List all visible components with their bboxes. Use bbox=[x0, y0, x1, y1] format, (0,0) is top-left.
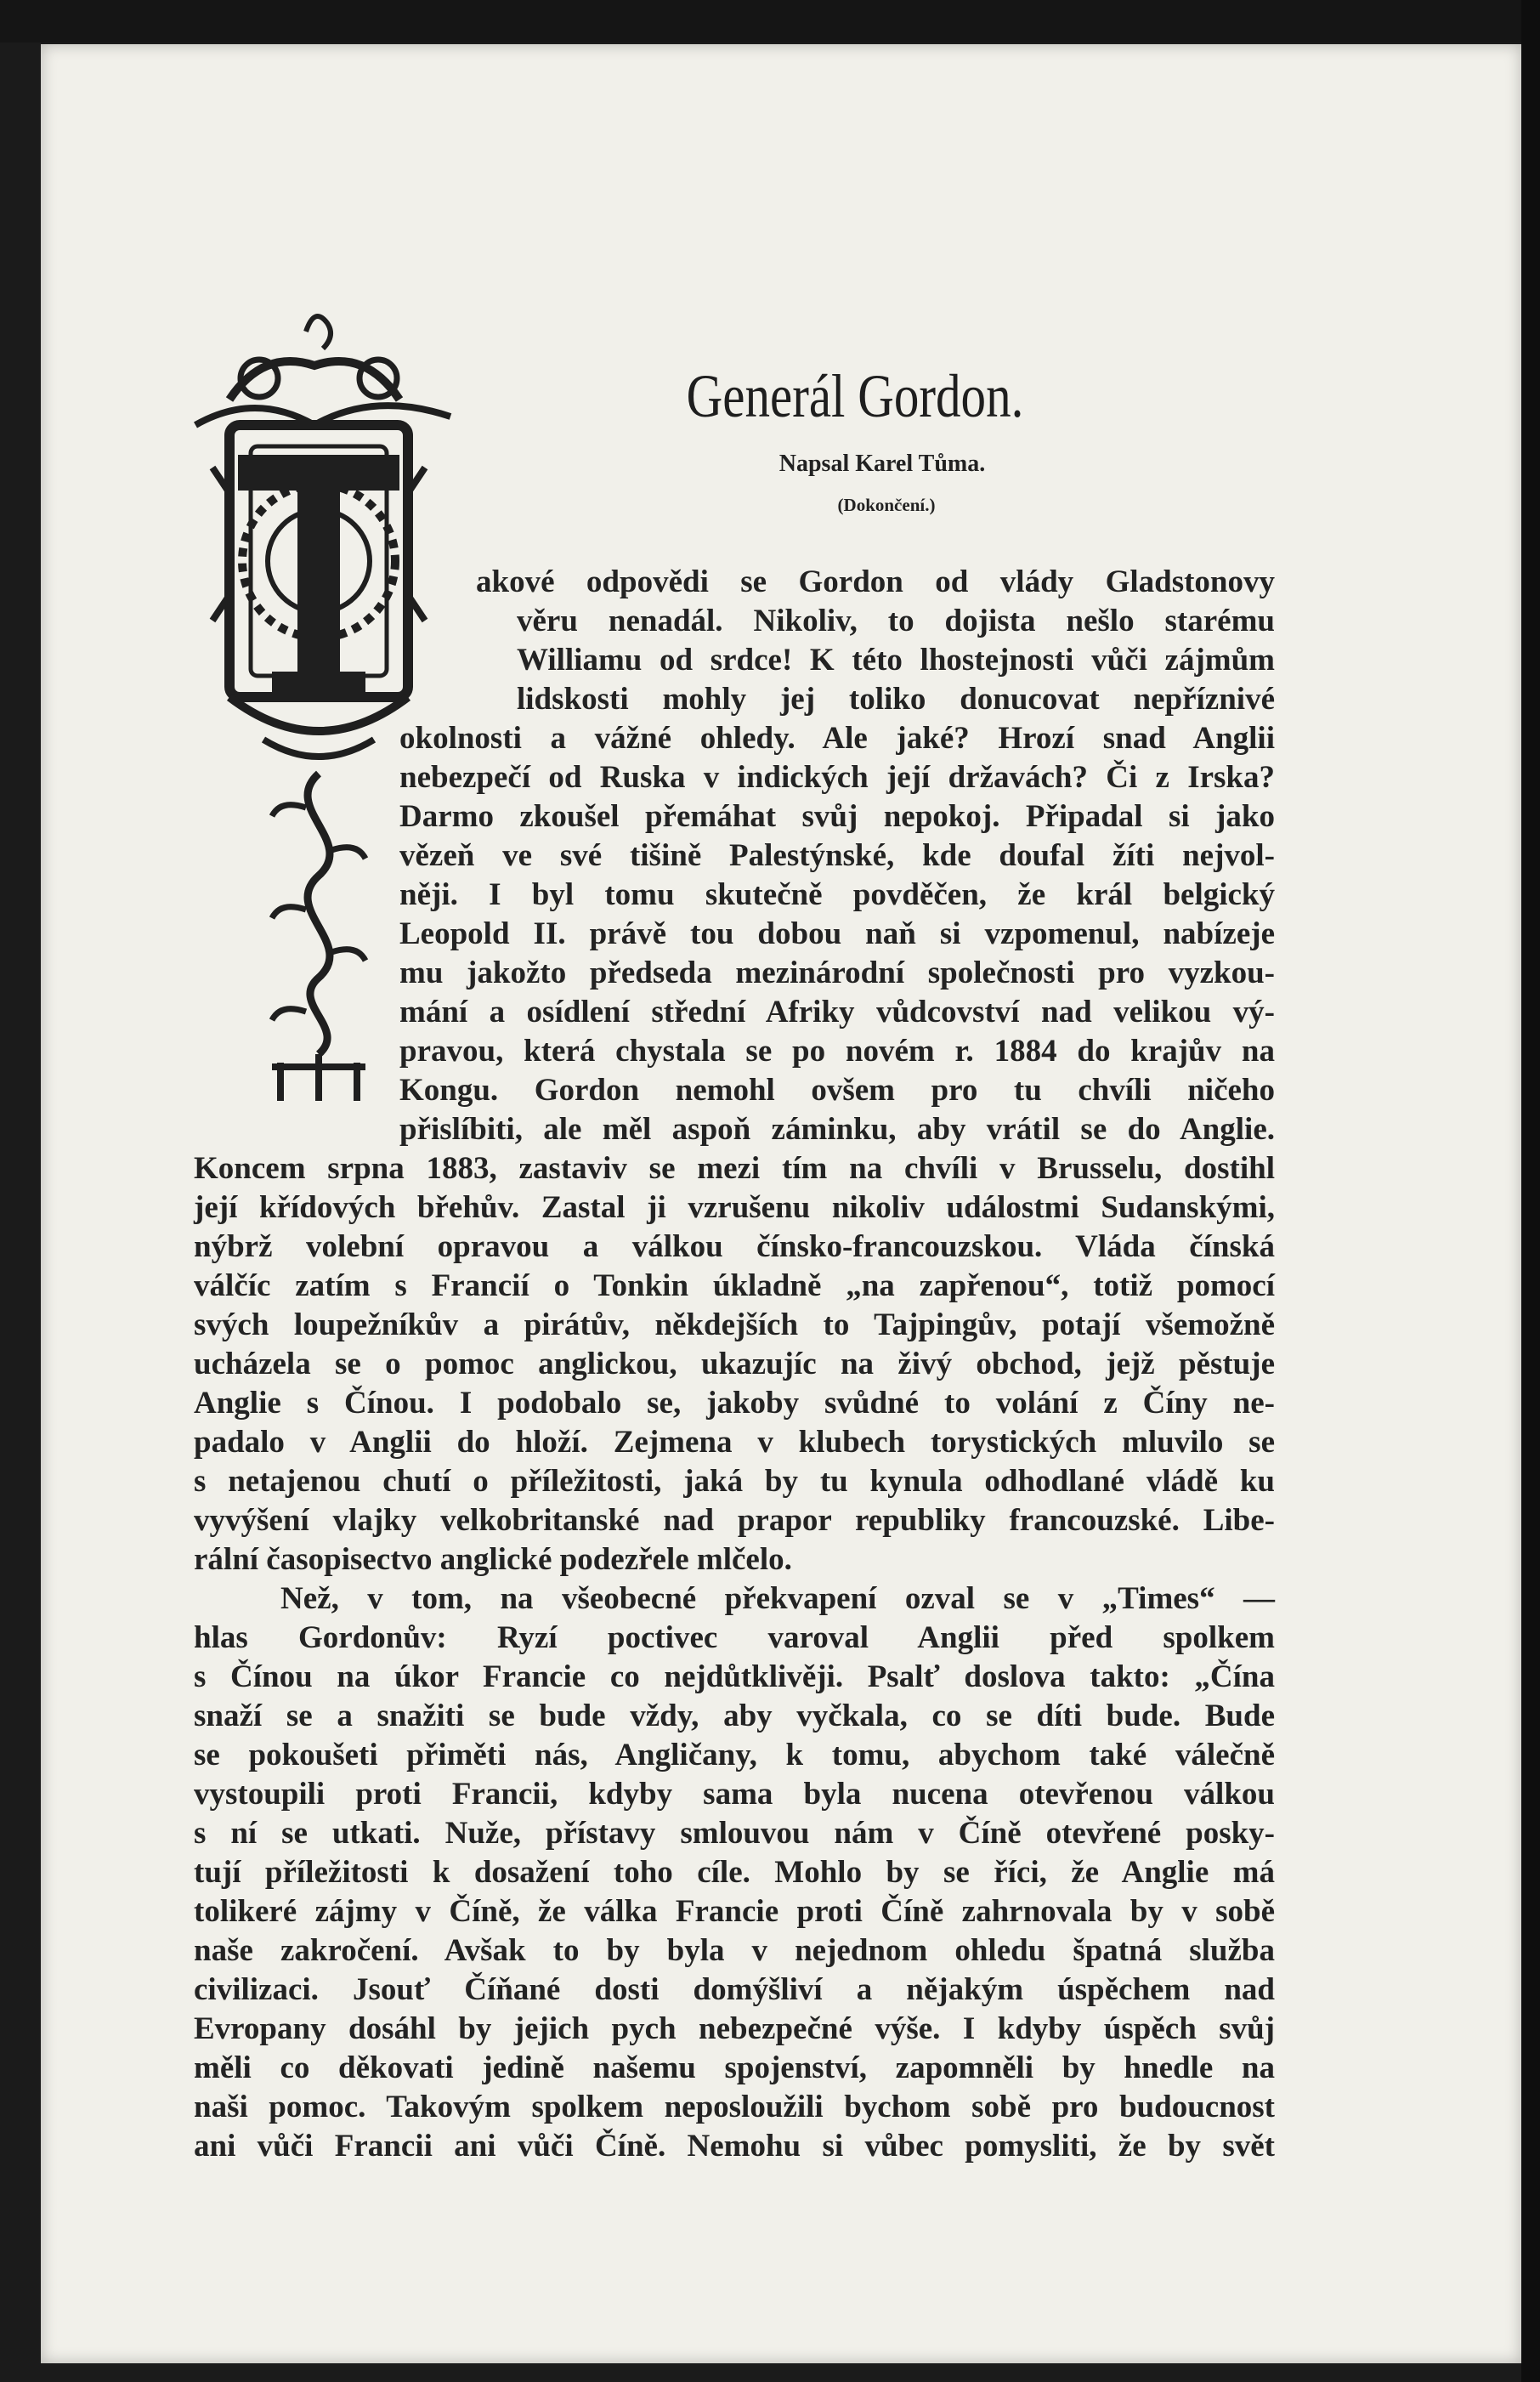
text-line: naše zakročení. Avšak to by byla v nejednom ohledu špatná služba bbox=[194, 1933, 1275, 1968]
text-line: měli co děkovati jedině našemu spojenství, zapomněli by hnedle na bbox=[194, 2050, 1275, 2085]
text-line: Leopold II. právě tou dobou naň si vzpomenul, nabízeje bbox=[399, 916, 1275, 951]
text-line: civilizaci. Jsouť Číňané dosti domýšliví a nějakým úspěchem nad bbox=[194, 1972, 1275, 2007]
text-line: akové odpovědi se Gordon od vlády Gladstonovy bbox=[476, 564, 1275, 599]
text-line: ani vůči Francii ani vůči Číně. Nemohu si vůbec pomysliti, že by svět bbox=[194, 2129, 1275, 2164]
text-line: hlas Gordonův: Ryzí poctivec varoval Anglii před spolkem bbox=[194, 1620, 1275, 1655]
text-line: Evropany dosáhl by jejich pych nebezpečné výše. I kdyby úspěch svůj bbox=[194, 2011, 1275, 2046]
text-line: s netajenou chutí o příležitosti, jaká by tu kynula odhodlané vládě ku bbox=[194, 1464, 1275, 1499]
text-line: vězeň ve své tišině Palestýnské, kde doufal žíti nejvol- bbox=[399, 838, 1275, 873]
scan-right-edge bbox=[1521, 0, 1540, 2382]
text-line: Anglie s Čínou. I podobalo se, jakoby svůdné to volání z Číny ne- bbox=[194, 1386, 1275, 1421]
text-line: svých loupežníkův a pirátův, někdejších to Tajpingův, potají všemožně bbox=[194, 1307, 1275, 1342]
text-line: Než, v tom, na všeobecné překvapení ozval se v „Times“ — bbox=[280, 1581, 1275, 1616]
scan-top-edge bbox=[0, 0, 1540, 43]
text-line: lidskosti mohly jej toliko donucovat nepříznivé bbox=[517, 682, 1275, 717]
article-title: Generál Gordon. bbox=[686, 362, 1024, 430]
text-line: nebezpečí od Ruska v indických její državách? Či z Irska? bbox=[399, 760, 1275, 795]
text-line: rální časopisectvo anglické podezřele mlčelo. bbox=[194, 1542, 792, 1577]
text-line: přislíbiti, ale měl aspoň záminku, aby vrátil se do Anglie. bbox=[399, 1112, 1275, 1147]
text-line: okolnosti a vážné ohledy. Ale jaké? Hrozí snad Anglii bbox=[399, 721, 1275, 756]
text-line: Kongu. Gordon nemohl ovšem pro tu chvíli ničeho bbox=[399, 1073, 1275, 1108]
text-line: Koncem srpna 1883, zastaviv se mezi tím na chvíli v Brusselu, dostihl bbox=[194, 1151, 1275, 1186]
article-author: Napsal Karel Tůma. bbox=[778, 451, 986, 477]
text-line: Darmo zkoušel přemáhat svůj nepokoj. Připadal si jako bbox=[399, 799, 1275, 834]
text-line: tují příležitosti k dosažení toho cíle. Mohlo by se říci, že Anglie má bbox=[194, 1855, 1275, 1890]
text-line: nýbrž volební opravou a válkou čínsko-francouzskou. Vláda čínská bbox=[194, 1229, 1275, 1264]
text-line: naši pomoc. Takovým spolkem neposloužili bychom sobě pro budoucnost bbox=[194, 2090, 1275, 2124]
text-line: pravou, která chystala se po novém r. 1884 do krajův na bbox=[399, 1034, 1275, 1069]
text-line: ucházela se o pomoc anglickou, ukazujíc na živý obchod, jejž pěstuje bbox=[194, 1347, 1275, 1381]
text-line: něji. I byl tomu skutečně povděčen, že král belgický bbox=[399, 877, 1275, 912]
text-line: vystoupili proti Francii, kdyby sama byla nucena otevřenou válkou bbox=[194, 1777, 1275, 1812]
text-line: se pokoušeti přiměti nás, Angličany, k tomu, abychom také válečně bbox=[194, 1738, 1275, 1772]
text-line: Williamu od srdce! K této lhostejnosti vůči zájmům bbox=[517, 643, 1275, 678]
continuation-note: (Dokončení.) bbox=[837, 495, 936, 515]
text-line: vyvýšení vlajky velkobritanské nad prapor republiky francouzské. Libe- bbox=[194, 1503, 1275, 1538]
text-line: s ní se utkati. Nuže, přístavy smlouvou nám v Číně otevřené posky- bbox=[194, 1816, 1275, 1851]
text-line: válčíc zatím s Francií o Tonkin úkladně „na zapřenou“, totiž pomocí bbox=[194, 1268, 1275, 1303]
text-line: věru nenadál. Nikoliv, to dojista nešlo starému bbox=[517, 604, 1275, 638]
text-line: s Čínou na úkor Francie co nejdůtklivěji. Psalť doslova takto: „Čína bbox=[194, 1659, 1275, 1694]
text-line: tolikeré zájmy v Číně, že válka Francie proti Číně zahrnovala by v sobě bbox=[194, 1894, 1275, 1929]
text-line: její křídových břehův. Zastal ji vzrušenu nikoliv událostmi Sudanskými, bbox=[194, 1190, 1275, 1225]
text-line: padalo v Anglii do hloží. Zejmena v klubech torystických mluvilo se bbox=[194, 1425, 1275, 1460]
text-line: snaží se a snažiti se bude vždy, aby vyčkala, co se díti bude. Bude bbox=[194, 1699, 1275, 1733]
text-line: mu jakožto předseda mezinárodní společnosti pro vyzkou- bbox=[399, 956, 1275, 990]
text-line: mání a osídlení střední Afriky vůdcovství nad velikou vý- bbox=[399, 995, 1275, 1029]
